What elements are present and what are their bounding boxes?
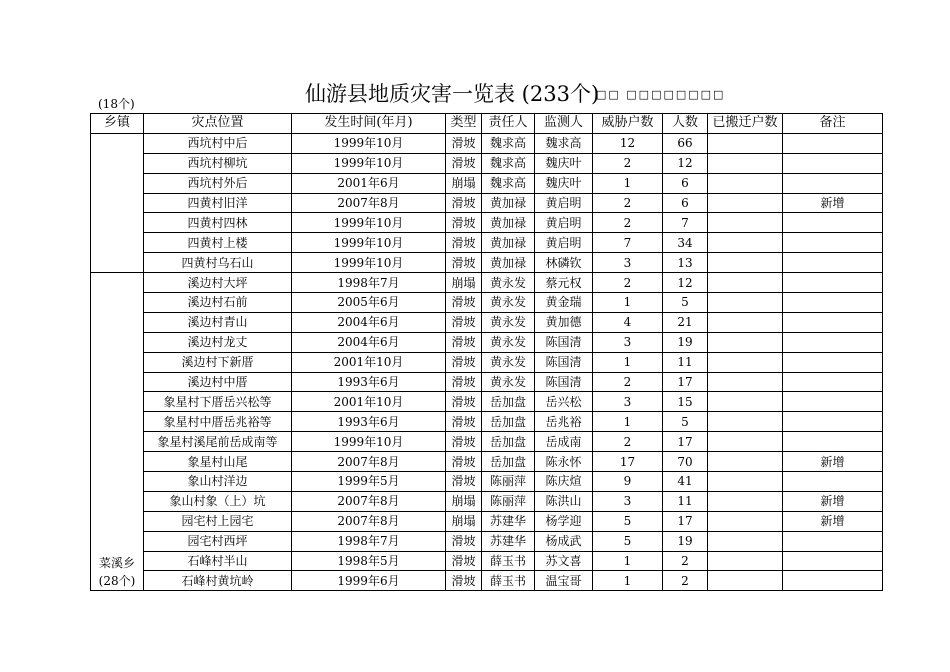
responsible-cell: 黄加禄	[482, 253, 535, 273]
households-cell: 2	[593, 273, 663, 293]
responsible-cell: 岳加盘	[482, 392, 535, 412]
households-cell: 3	[593, 392, 663, 412]
remark-cell	[783, 173, 883, 193]
column-header: 灾点位置	[144, 114, 292, 134]
relocated-cell	[708, 273, 783, 293]
monitor-cell: 魏庆叶	[535, 153, 593, 173]
monitor-cell: 黄启明	[535, 193, 593, 213]
date-cell: 1993年6月	[292, 412, 446, 432]
responsible-cell: 黄永发	[482, 372, 535, 392]
remark-cell: 新增	[783, 491, 883, 511]
remark-cell: 新增	[783, 452, 883, 472]
households-cell: 4	[593, 312, 663, 332]
households-cell: 3	[593, 332, 663, 352]
date-cell: 2001年10月	[292, 392, 446, 412]
location-cell: 溪边村大坪	[144, 273, 292, 293]
people-cell: 41	[663, 472, 708, 492]
township-count: (28个)	[98, 574, 136, 589]
location-cell: 西坑村柳坑	[144, 153, 292, 173]
relocated-cell	[708, 312, 783, 332]
table-row	[91, 452, 883, 472]
relocated-cell	[708, 352, 783, 372]
households-cell: 1	[593, 352, 663, 372]
column-header: 类型	[446, 114, 482, 134]
location-cell: 溪边村中厝	[144, 372, 292, 392]
location-cell: 溪边村青山	[144, 312, 292, 332]
monitor-cell: 林磷钦	[535, 253, 593, 273]
type-cell: 滑坡	[446, 293, 482, 313]
monitor-cell: 蔡元权	[535, 273, 593, 293]
date-cell: 1999年10月	[292, 133, 446, 153]
date-cell: 2007年8月	[292, 193, 446, 213]
monitor-cell: 陈国清	[535, 352, 593, 372]
table-header-row	[91, 114, 883, 134]
type-cell: 滑坡	[446, 352, 482, 372]
township-name: 菜溪乡	[98, 556, 135, 571]
households-cell: 1	[593, 412, 663, 432]
remark-cell	[783, 392, 883, 412]
people-cell: 5	[663, 293, 708, 313]
table-row	[91, 173, 883, 193]
monitor-cell: 岳兆裕	[535, 412, 593, 432]
column-header: 发生时间(年月)	[292, 114, 446, 134]
column-header: 已搬迁户数	[708, 114, 783, 134]
date-cell: 2001年6月	[292, 173, 446, 193]
households-cell: 1	[593, 293, 663, 313]
monitor-cell: 陈洪山	[535, 491, 593, 511]
people-cell: 15	[663, 392, 708, 412]
relocated-cell	[708, 412, 783, 432]
type-cell: 滑坡	[446, 153, 482, 173]
responsible-cell: 陈丽萍	[482, 491, 535, 511]
date-cell: 1999年10月	[292, 213, 446, 233]
remark-cell	[783, 213, 883, 233]
location-cell: 象山村象（上）坑	[144, 491, 292, 511]
monitor-cell: 魏庆叶	[535, 173, 593, 193]
monitor-cell: 杨学迎	[535, 511, 593, 531]
location-cell: 溪边村龙丈	[144, 332, 292, 352]
table-row	[91, 193, 883, 213]
people-cell: 21	[663, 312, 708, 332]
table-row	[91, 273, 883, 293]
people-cell: 66	[663, 133, 708, 153]
date-cell: 1999年10月	[292, 253, 446, 273]
remark-cell	[783, 233, 883, 253]
remark-cell	[783, 253, 883, 273]
location-cell: 园宅村西坪	[144, 531, 292, 551]
date-cell: 1999年10月	[292, 432, 446, 452]
type-cell: 滑坡	[446, 472, 482, 492]
table-row	[91, 491, 883, 511]
responsible-cell: 岳加盘	[482, 412, 535, 432]
responsible-cell: 黄加禄	[482, 213, 535, 233]
households-cell: 1	[593, 571, 663, 591]
date-cell: 2005年6月	[292, 293, 446, 313]
remark-cell	[783, 571, 883, 591]
table-row	[91, 511, 883, 531]
type-cell: 滑坡	[446, 213, 482, 233]
people-cell: 13	[663, 253, 708, 273]
responsible-cell: 苏建华	[482, 511, 535, 531]
monitor-cell: 黄启明	[535, 213, 593, 233]
remark-cell	[783, 273, 883, 293]
people-cell: 7	[663, 213, 708, 233]
date-cell: 2004年6月	[292, 332, 446, 352]
relocated-cell	[708, 213, 783, 233]
date-cell: 2007年8月	[292, 491, 446, 511]
people-cell: 2	[663, 571, 708, 591]
table-row	[91, 133, 883, 153]
table-row	[91, 372, 883, 392]
people-cell: 17	[663, 372, 708, 392]
relocated-cell	[708, 332, 783, 352]
date-cell: 2007年8月	[292, 511, 446, 531]
households-cell: 3	[593, 253, 663, 273]
remark-cell	[783, 293, 883, 313]
responsible-cell: 魏求高	[482, 153, 535, 173]
table-row	[91, 352, 883, 372]
table-row	[91, 392, 883, 412]
location-cell: 溪边村下新厝	[144, 352, 292, 372]
households-cell: 2	[593, 372, 663, 392]
responsible-cell: 岳加盘	[482, 432, 535, 452]
relocated-cell	[708, 253, 783, 273]
relocated-cell	[708, 491, 783, 511]
relocated-cell	[708, 153, 783, 173]
monitor-cell: 岳兴松	[535, 392, 593, 412]
people-cell: 11	[663, 352, 708, 372]
remark-cell	[783, 352, 883, 372]
people-cell: 12	[663, 273, 708, 293]
relocated-cell	[708, 293, 783, 313]
table-row	[91, 571, 883, 591]
date-cell: 1998年7月	[292, 273, 446, 293]
remark-cell	[783, 153, 883, 173]
people-cell: 2	[663, 551, 708, 571]
responsible-cell: 薛玉书	[482, 551, 535, 571]
table-row	[91, 551, 883, 571]
date-cell: 2007年8月	[292, 452, 446, 472]
remark-cell	[783, 432, 883, 452]
relocated-cell	[708, 193, 783, 213]
type-cell: 崩塌	[446, 273, 482, 293]
location-cell: 四黄村乌石山	[144, 253, 292, 273]
table-row	[91, 153, 883, 173]
table-row	[91, 412, 883, 432]
type-cell: 崩塌	[446, 491, 482, 511]
location-cell: 西坑村中后	[144, 133, 292, 153]
hazard-table	[90, 113, 883, 591]
location-cell: 象山村洋边	[144, 472, 292, 492]
location-cell: 象星村山尾	[144, 452, 292, 472]
households-cell: 9	[593, 472, 663, 492]
type-cell: 滑坡	[446, 332, 482, 352]
responsible-cell: 黄永发	[482, 273, 535, 293]
monitor-cell: 黄金瑞	[535, 293, 593, 313]
remark-cell: 新增	[783, 193, 883, 213]
people-cell: 6	[663, 193, 708, 213]
type-cell: 滑坡	[446, 551, 482, 571]
responsible-cell: 黄加禄	[482, 193, 535, 213]
type-cell: 滑坡	[446, 133, 482, 153]
date-cell: 1999年10月	[292, 153, 446, 173]
column-header: 人数	[663, 114, 708, 134]
column-header: 威胁户数	[593, 114, 663, 134]
monitor-cell: 魏求高	[535, 133, 593, 153]
responsible-cell: 魏求高	[482, 133, 535, 153]
relocated-cell	[708, 173, 783, 193]
relocated-cell	[708, 432, 783, 452]
remark-cell	[783, 551, 883, 571]
people-cell: 70	[663, 452, 708, 472]
relocated-cell	[708, 531, 783, 551]
date-cell: 2004年6月	[292, 312, 446, 332]
document-title: 仙游县地质灾害一览表 (233个)	[305, 82, 600, 106]
location-cell: 石峰村半山	[144, 551, 292, 571]
remark-cell	[783, 472, 883, 492]
date-cell: 1999年6月	[292, 571, 446, 591]
location-cell: 象星村中厝岳兆裕等	[144, 412, 292, 432]
table-body	[91, 133, 883, 590]
type-cell: 滑坡	[446, 253, 482, 273]
people-cell: 11	[663, 491, 708, 511]
type-cell: 滑坡	[446, 193, 482, 213]
table-row	[91, 312, 883, 332]
table-row	[91, 293, 883, 313]
responsible-cell: 薛玉书	[482, 571, 535, 591]
table-row	[91, 472, 883, 492]
column-header: 备注	[783, 114, 883, 134]
people-cell: 34	[663, 233, 708, 253]
people-cell: 5	[663, 412, 708, 432]
remark-cell	[783, 412, 883, 432]
households-cell: 1	[593, 551, 663, 571]
township-cell	[91, 133, 144, 272]
location-cell: 石峰村黄坑岭	[144, 571, 292, 591]
type-cell: 滑坡	[446, 372, 482, 392]
location-cell: 四黄村上楼	[144, 233, 292, 253]
responsible-cell: 黄永发	[482, 312, 535, 332]
table-row	[91, 332, 883, 352]
relocated-cell	[708, 571, 783, 591]
previous-township-count: (18个)	[98, 97, 135, 111]
relocated-cell	[708, 133, 783, 153]
responsible-cell: 苏建华	[482, 531, 535, 551]
people-cell: 12	[663, 153, 708, 173]
type-cell: 滑坡	[446, 312, 482, 332]
monitor-cell: 苏文喜	[535, 551, 593, 571]
type-cell: 滑坡	[446, 531, 482, 551]
monitor-cell: 岳成南	[535, 432, 593, 452]
type-cell: 滑坡	[446, 233, 482, 253]
table-row	[91, 233, 883, 253]
column-header: 监测人	[535, 114, 593, 134]
relocated-cell	[708, 372, 783, 392]
remark-cell	[783, 133, 883, 153]
responsible-cell: 黄永发	[482, 332, 535, 352]
monitor-cell: 黄加德	[535, 312, 593, 332]
monitor-cell: 陈国清	[535, 332, 593, 352]
type-cell: 崩塌	[446, 511, 482, 531]
location-cell: 园宅村上园宅	[144, 511, 292, 531]
households-cell: 17	[593, 452, 663, 472]
households-cell: 5	[593, 531, 663, 551]
date-cell: 1993年6月	[292, 372, 446, 392]
people-cell: 19	[663, 531, 708, 551]
relocated-cell	[708, 472, 783, 492]
remark-cell	[783, 531, 883, 551]
document-subtitle: □□ □□□□□□□□	[596, 88, 726, 101]
people-cell: 17	[663, 432, 708, 452]
type-cell: 滑坡	[446, 432, 482, 452]
column-header: 乡镇	[91, 114, 144, 134]
date-cell: 1999年10月	[292, 233, 446, 253]
table-row	[91, 213, 883, 233]
remark-cell	[783, 372, 883, 392]
responsible-cell: 黄永发	[482, 352, 535, 372]
households-cell: 5	[593, 511, 663, 531]
location-cell: 溪边村石前	[144, 293, 292, 313]
relocated-cell	[708, 392, 783, 412]
remark-cell: 新增	[783, 511, 883, 531]
location-cell: 象星村溪尾前岳成南等	[144, 432, 292, 452]
type-cell: 崩塌	[446, 173, 482, 193]
remark-cell	[783, 312, 883, 332]
monitor-cell: 陈永怀	[535, 452, 593, 472]
date-cell: 1999年5月	[292, 472, 446, 492]
people-cell: 19	[663, 332, 708, 352]
date-cell: 2001年10月	[292, 352, 446, 372]
date-cell: 1998年7月	[292, 531, 446, 551]
relocated-cell	[708, 511, 783, 531]
monitor-cell: 杨成武	[535, 531, 593, 551]
households-cell: 2	[593, 213, 663, 233]
households-cell: 1	[593, 173, 663, 193]
table-row	[91, 432, 883, 452]
table-row	[91, 531, 883, 551]
monitor-cell: 温宝哥	[535, 571, 593, 591]
monitor-cell: 黄启明	[535, 233, 593, 253]
people-cell: 6	[663, 173, 708, 193]
location-cell: 四黄村四林	[144, 213, 292, 233]
responsible-cell: 黄加禄	[482, 233, 535, 253]
table-row	[91, 253, 883, 273]
column-header: 责任人	[482, 114, 535, 134]
households-cell: 12	[593, 133, 663, 153]
relocated-cell	[708, 551, 783, 571]
responsible-cell: 岳加盘	[482, 452, 535, 472]
location-cell: 象星村下厝岳兴松等	[144, 392, 292, 412]
remark-cell	[783, 332, 883, 352]
households-cell: 3	[593, 491, 663, 511]
location-cell: 四黄村旧洋	[144, 193, 292, 213]
type-cell: 滑坡	[446, 571, 482, 591]
monitor-cell: 陈庆煊	[535, 472, 593, 492]
monitor-cell: 陈国清	[535, 372, 593, 392]
type-cell: 滑坡	[446, 412, 482, 432]
relocated-cell	[708, 452, 783, 472]
type-cell: 滑坡	[446, 392, 482, 412]
responsible-cell: 魏求高	[482, 173, 535, 193]
responsible-cell: 陈丽萍	[482, 472, 535, 492]
type-cell: 滑坡	[446, 452, 482, 472]
people-cell: 17	[663, 511, 708, 531]
location-cell: 西坑村外后	[144, 173, 292, 193]
relocated-cell	[708, 233, 783, 253]
households-cell: 2	[593, 153, 663, 173]
responsible-cell: 黄永发	[482, 293, 535, 313]
households-cell: 2	[593, 193, 663, 213]
township-cell	[91, 273, 144, 591]
date-cell: 1998年5月	[292, 551, 446, 571]
households-cell: 7	[593, 233, 663, 253]
households-cell: 2	[593, 432, 663, 452]
